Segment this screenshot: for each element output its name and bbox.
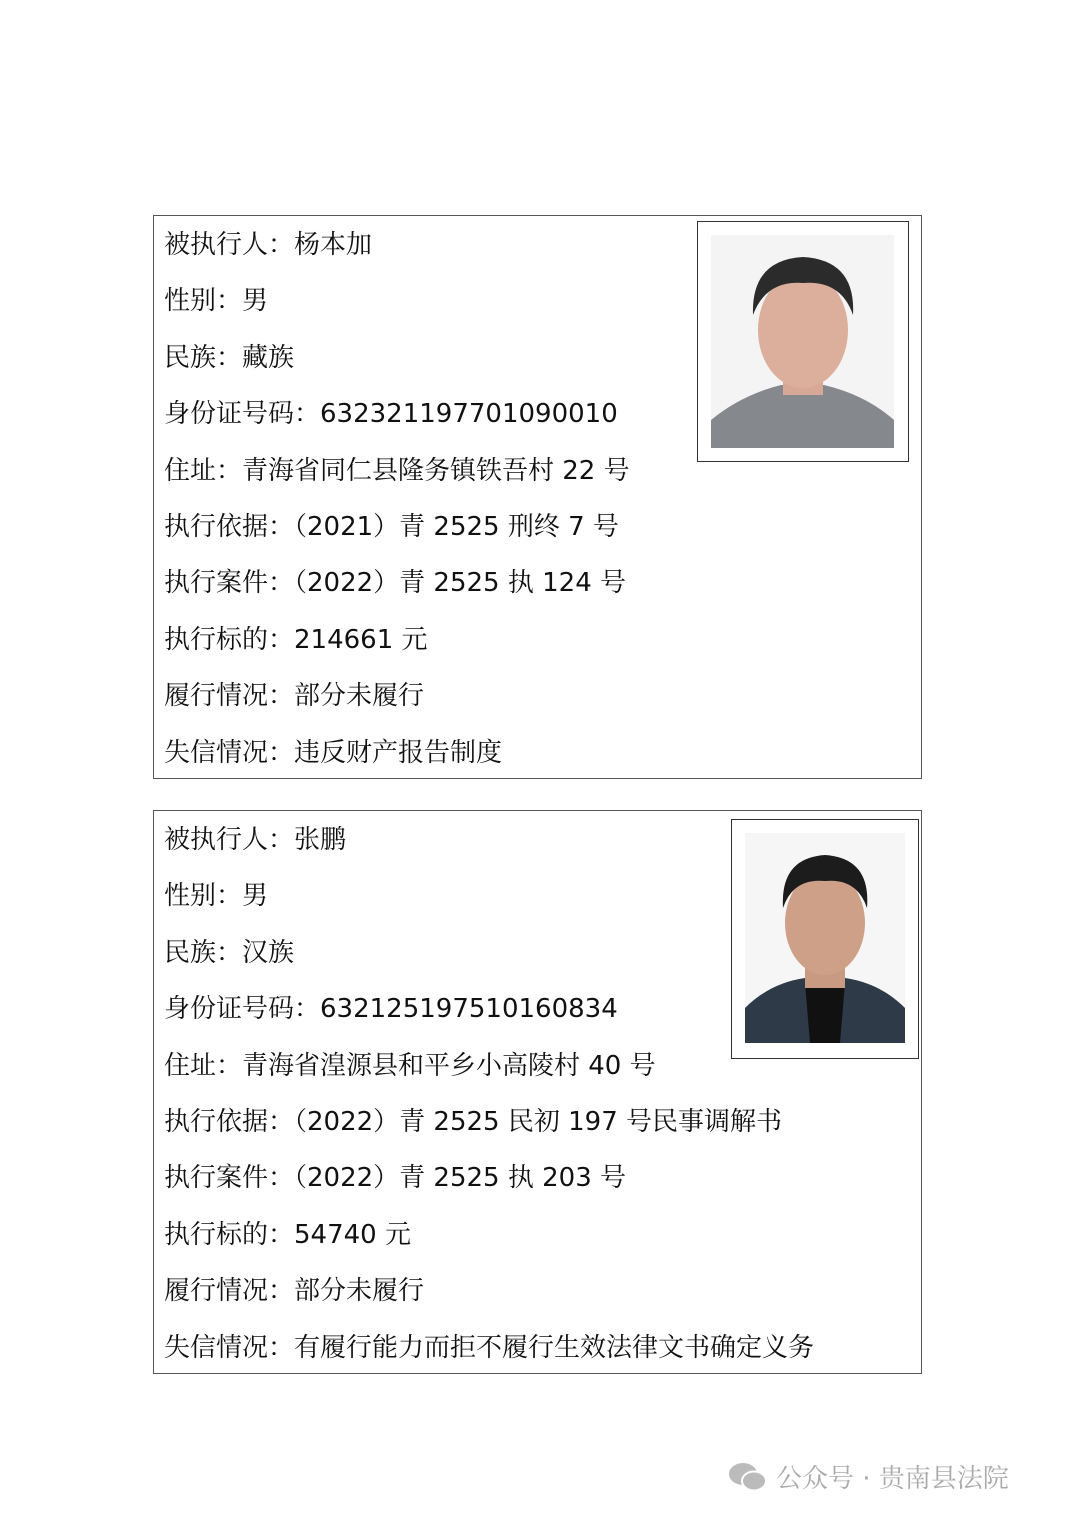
performance-row: 履行情况：部分未履行 xyxy=(164,1276,425,1307)
name-row: 被执行人：杨本加 xyxy=(164,230,373,260)
watermark xyxy=(728,1458,1009,1495)
case-row: 执行案件：（2022）青 2525 执 203 号 xyxy=(164,1163,627,1194)
amount-row: 执行标的：54740 元 xyxy=(164,1219,411,1250)
person-card-2 xyxy=(153,810,922,1374)
id-row: 身份证号码：632321197701090010 xyxy=(164,399,618,430)
id-row: 身份证号码：632125197510160834 xyxy=(164,994,618,1025)
ethnicity-row: 民族：汉族 xyxy=(164,937,295,968)
name-row: 被执行人：张鹏 xyxy=(164,825,347,855)
person-photo xyxy=(731,819,919,1059)
address-row: 住址：青海省同仁县隆务镇铁吾村 22 号 xyxy=(164,455,630,486)
dishonesty-row: 失信情况：违反财产报告制度 xyxy=(164,737,503,768)
person-photo xyxy=(697,221,909,462)
dishonesty-row: 失信情况：有履行能力而拒不履行生效法律文书确定义务 xyxy=(164,1332,815,1363)
basis-row: 执行依据：（2022）青 2525 民初 197 号民事调解书 xyxy=(164,1106,783,1137)
performance-row: 履行情况：部分未履行 xyxy=(164,681,425,712)
gender-row: 性别：男 xyxy=(164,286,269,317)
amount-row: 执行标的：214661 元 xyxy=(164,624,428,655)
gender-row: 性别：男 xyxy=(164,881,269,912)
case-row: 执行案件：（2022）青 2525 执 124 号 xyxy=(164,568,627,599)
wechat-icon xyxy=(728,1461,768,1493)
address-row: 住址：青海省湟源县和平乡小高陵村 40 号 xyxy=(164,1050,656,1081)
basis-row: 执行依据：（2021）青 2525 刑终 7 号 xyxy=(164,511,619,542)
ethnicity-row: 民族：藏族 xyxy=(164,342,295,373)
watermark-text: 公众号 · 贵南县法院 xyxy=(776,1464,1009,1494)
person-card-1 xyxy=(153,215,922,779)
